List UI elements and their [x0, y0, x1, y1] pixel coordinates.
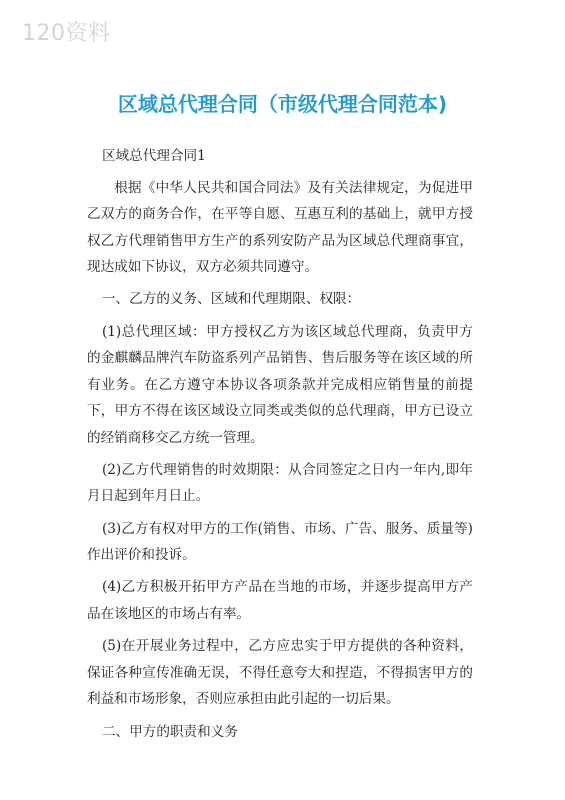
document-title: 区域总代理合同（市级代理合同范本): [117, 92, 448, 116]
section-heading-1: 一、乙方的义务、区域和代理期限、权限：: [101, 291, 361, 308]
document-body: [87, 143, 473, 751]
clause-1: (1)总代理区域：甲方授权乙方为该区域总代理商，负责甲方的金麒麟品牌汽车防盗系列产品销售、售后服务等在该区域的所有业务。在乙方遵守本协议各项条款并完成相应销售量的前提下，甲方不得在该区域设立同类或类似的总代理商，甲方已设立的经销商移交乙方统一管理。: [87, 323, 473, 446]
clause-5: (5)在开展业务过程中，乙方应忠实于甲方提供的各种资料，保证各种宣传准确无误，不得任意夸大和捏造，不得损害甲方的利益和市场形象，否则应承担由此引起的一切后果。: [87, 638, 473, 708]
section-heading-2: 二、甲方的职责和义务: [101, 723, 238, 740]
clause-2: (2)乙方代理销售的时效期限：从合同签定之日内一年内,即年月日起到年月日止。: [87, 461, 473, 505]
clause-4: (4)乙方积极开拓甲方产品在当地的市场，并逐步提高甲方产品在该地区的市场占有率。: [87, 579, 473, 622]
paragraph-preamble: 根据《中华人民共和国合同法》及有关法律规定，为促进甲乙双方的商务合作，在平等自愿、互惠互利的基础上，就甲方授权乙方代理销售甲方生产的系列安防产品为区域总代理商事宜，现达成如下协议，双方必须共同遵守。: [87, 179, 473, 275]
watermark-logo: 120资料: [22, 21, 111, 46]
contract-subtitle: 区域总代理合同1: [101, 148, 206, 164]
clause-3: (3)乙方有权对甲方的工作(销售、市场、广告、服务、质量等)作出评价和投诉。: [87, 520, 473, 564]
